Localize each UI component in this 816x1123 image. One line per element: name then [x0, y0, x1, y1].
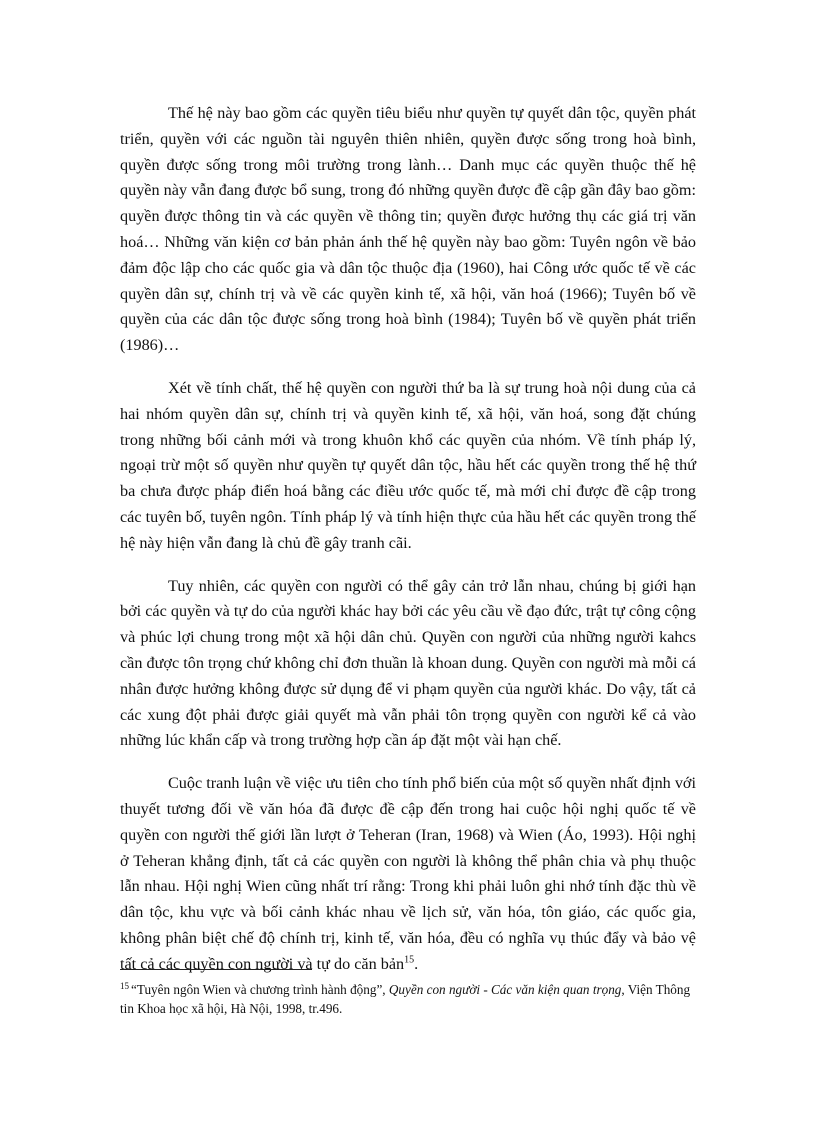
footnote-quoted-title: “Tuyên ngôn Wien và chương trình hành động”, — [131, 982, 386, 997]
footnote-separator — [120, 969, 312, 970]
paragraph-3: Tuy nhiên, các quyền con người có thể gây cản trở lẫn nhau, chúng bị giới hạn bởi các quyền và tự do của người khác hay bởi các yêu cầu về đạo đức, trật tự công cộng và phúc lợi chung trong một xã hội dân chủ. Quyền con người của những người kahcs cần được tôn trọng chứ không chỉ đơn thuần là khoan dung. Quyền con người mà mỗi cá nhân được hưởng không được sử dụng để vi phạm quyền của người khác. Do vậy, tất cả các xung đột phải được giải quyết mà vẫn phải tôn trọng quyền con người kể cả vào những lúc khẩn cấp và trong trường hợp cần áp đặt một vài hạn chế. — [120, 576, 696, 750]
paragraph-4-text: Cuộc tranh luận về việc ưu tiên cho tính phổ biến của một số quyền nhất định với thuyết tương đối về văn hóa đã được đề cập đến trong hai cuộc hội nghị quốc tế về quyền con người thế giới lần lượt ở Teheran (Iran, 1968) và Wien (Áo, 1993). Hội nghị ở Teheran khẳng định, tất cả các quyền con người là không thể phân chia và phụ thuộc lẫn nhau. Hội nghị Wien cũng nhất trí rằng: Trong khi phải luôn ghi nhớ tính đặc thù về dân tộc, khu vực và bối cảnh khác nhau về lịch sử, văn hóa, tôn giáo, các quốc gia, không phân biệt chế độ chính trị, kinh tế, văn hóa, đều có nghĩa vụ thúc đẩy và bảo vệ tất cả các quyền con người và tự do căn bản — [120, 774, 696, 973]
footnote-reference[interactable]: 15 — [404, 954, 415, 966]
paragraph-1: Thế hệ này bao gồm các quyền tiêu biểu như quyền tự quyết dân tộc, quyền phát triển, quyền với các nguồn tài nguyên thiên nhiên, quyền được sống trong hoà bình, quyền được sống trong môi trường trong lành… Danh mục các quyền thuộc thế hệ quyền này vẫn đang được bổ sung, trong đó những quyền được đề cập gần đây bao gồm: quyền được thông tin và các quyền về thông tin; quyền được hưởng thụ các giá trị văn hoá… Những văn kiện cơ bản phản ánh thế hệ quyền này bao gồm: Tuyên ngôn về bảo đảm độc lập cho các quốc gia và dân tộc thuộc địa (1960), hai Công ước quốc tế về các quyền dân sự, chính trị và về các quyền kinh tế, xã hội, văn hoá (1966); Tuyên bố về quyền của các dân tộc được sống trong hoà bình (1984); Tuyên bố về quyền phát triển (1986)… — [120, 104, 696, 355]
footnote-source-title: Quyền con người - Các văn kiện quan trọng — [388, 982, 622, 997]
footnote-publisher: , Viện Thông tin Khoa học xã hội, Hà Nội, 1998, tr.496. — [120, 982, 691, 1016]
body-text — [120, 101, 696, 978]
paragraph-2: Xét về tính chất, thế hệ quyền con người thứ ba là sự trung hoà nội dung của cả hai nhóm quyền dân sự, chính trị và quyền kinh tế, xã hội, văn hoá, song đặt chúng trong những bối cảnh mới và trong khuôn khổ các quyền của nhóm. Về tính pháp lý, ngoại trừ một số quyền như quyền tự quyết dân tộc, hầu hết các quyền trong thế hệ thứ ba chưa được pháp điển hoá bằng các điều ước quốc tế, mà mới chỉ được đề cập trong các tuyên bố, tuyên ngôn. Tính pháp lý và tính hiện thực của hầu hết các quyền trong thế hệ này hiện vẫn đang là chủ đề gây tranh cãi. — [120, 378, 696, 552]
paragraph-4: Cuộc tranh luận về việc ưu tiên cho tính phổ biến của một số quyền nhất định với thuyết tương đối về văn hóa đã được đề cập đến trong hai cuộc hội nghị quốc tế về quyền con người thế giới lần lượt ở Teheran (Iran, 1968) và Wien (Áo, 1993). Hội nghị ở Teheran khẳng định, tất cả các quyền con người là không thể phân chia và phụ thuộc lẫn nhau. Hội nghị Wien cũng nhất trí rằng: Trong khi phải luôn ghi nhớ tính đặc thù về dân tộc, khu vực và bối cảnh khác nhau về lịch sử, văn hóa, tôn giáo, các quốc gia, không phân biệt chế độ chính trị, kinh tế, văn hóa, đều có nghĩa vụ thúc đẩy và bảo vệ tất cả các quyền con người và tự do căn bản$^{15}$. — [120, 774, 696, 973]
footnote-number: 15 — [120, 980, 129, 991]
footnote-15 — [120, 980, 696, 1018]
